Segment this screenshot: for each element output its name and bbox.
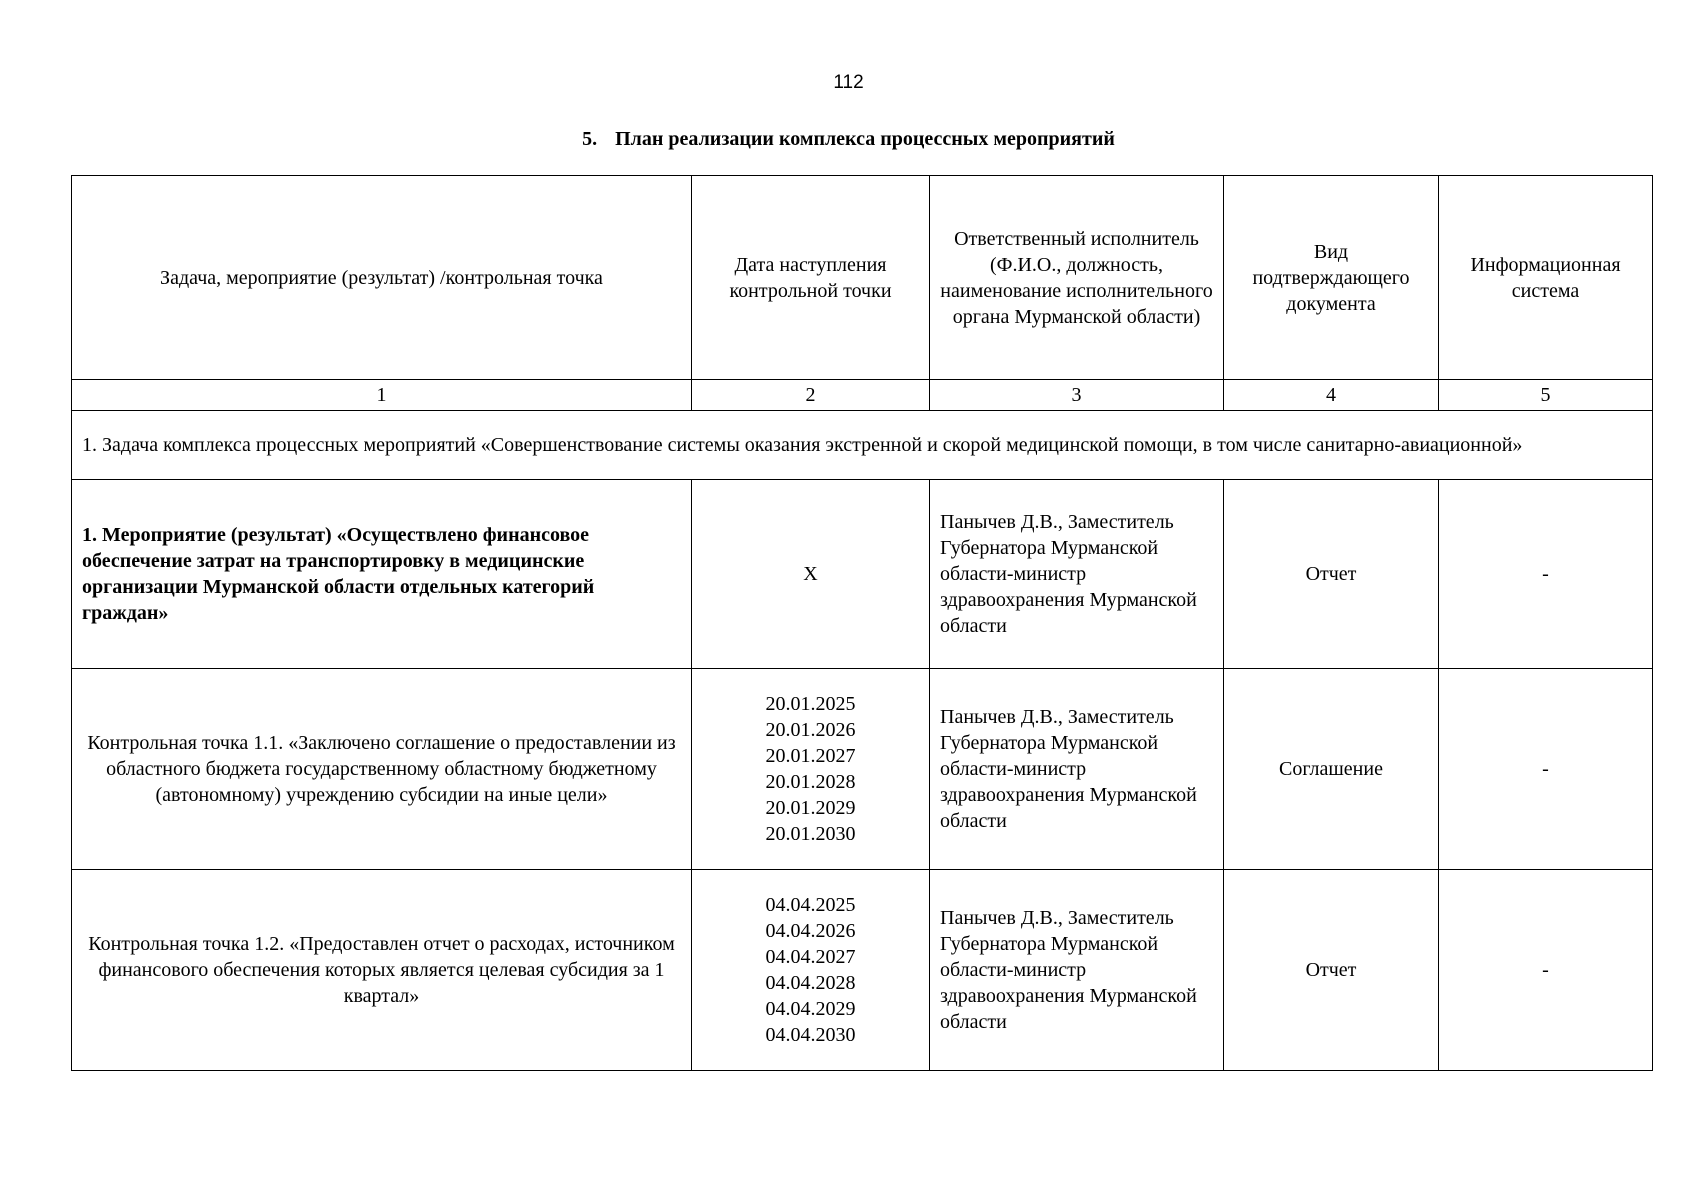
table-header-row	[72, 176, 1653, 380]
checkpoint-date: 20.01.2026	[765, 719, 856, 741]
checkpoint-date: 20.01.2027	[765, 745, 856, 767]
checkpoint-date: 04.04.2028	[765, 972, 856, 994]
column-number: 2	[692, 380, 930, 411]
event-title: 1. Мероприятие (результат) «Осуществлено финансовое обеспечение затрат на транспортировку в медицинские организации Мурманской области отдельных категорий граждан»	[72, 480, 692, 669]
task-text: 1. Задача комплекса процессных мероприятий «Совершенствование системы оказания экстренной и скорой медицинской помощи, в том числе санитарно-авиационной»	[72, 411, 1653, 480]
checkpoint-row	[72, 669, 1653, 870]
column-number: 5	[1439, 380, 1653, 411]
checkpoint-row	[72, 870, 1653, 1071]
checkpoint-title: Контрольная точка 1.2. «Предоставлен отчет о расходах, источником финансового обеспечения которых является целевая субсидия за 1 квартал»	[72, 870, 692, 1071]
checkpoint-date: 04.04.2029	[765, 998, 856, 1020]
page-number: 112	[833, 72, 864, 93]
checkpoint-date: 04.04.2026	[765, 920, 856, 942]
event-row	[72, 480, 1653, 669]
event-document: Отчет	[1224, 480, 1439, 669]
event-system: -	[1439, 480, 1653, 669]
section-title-text: План реализации комплекса процессных мероприятий	[615, 128, 1115, 150]
checkpoint-date: 04.04.2027	[765, 946, 856, 968]
checkpoint-document: Соглашение	[1224, 669, 1439, 870]
checkpoint-date: 20.01.2029	[765, 797, 856, 819]
checkpoint-date: 20.01.2028	[765, 771, 856, 793]
event-date: X	[692, 480, 930, 669]
header-document: Вид подтверждающего документа	[1224, 176, 1439, 380]
checkpoint-date: 20.01.2025	[765, 693, 856, 715]
column-number-row	[72, 380, 1653, 411]
checkpoint-system: -	[1439, 669, 1653, 870]
checkpoint-date: 04.04.2030	[765, 1024, 856, 1046]
header-date: Дата наступления контрольной точки	[692, 176, 930, 380]
checkpoint-system: -	[1439, 870, 1653, 1071]
checkpoint-date: 20.01.2030	[765, 823, 856, 845]
section-title	[0, 128, 1697, 151]
column-number: 4	[1224, 380, 1439, 411]
checkpoint-date: 04.04.2025	[765, 894, 856, 916]
section-number: 5.	[582, 128, 598, 150]
checkpoint-dates	[692, 870, 930, 1071]
checkpoint-responsible: Панычев Д.В., Заместитель Губернатора Мурманской области-министр здравоохранения Мурманской области	[930, 669, 1224, 870]
header-responsible: Ответственный исполнитель (Ф.И.О., должность, наименование исполнительного органа Мурманской области)	[930, 176, 1224, 380]
header-task: Задача, мероприятие (результат) /контрольная точка	[72, 176, 692, 380]
checkpoint-responsible: Панычев Д.В., Заместитель Губернатора Мурманской области-министр здравоохранения Мурманской области	[930, 870, 1224, 1071]
plan-table	[71, 175, 1653, 1071]
column-number: 1	[72, 380, 692, 411]
column-number: 3	[930, 380, 1224, 411]
checkpoint-document: Отчет	[1224, 870, 1439, 1071]
checkpoint-dates	[692, 669, 930, 870]
event-responsible: Панычев Д.В., Заместитель Губернатора Мурманской области-министр здравоохранения Мурманской области	[930, 480, 1224, 669]
checkpoint-title: Контрольная точка 1.1. «Заключено соглашение о предоставлении из областного бюджета государственному областному бюджетному (автономному) учреждению субсидии на иные цели»	[72, 669, 692, 870]
header-system: Информационная система	[1439, 176, 1653, 380]
task-row	[72, 411, 1653, 480]
